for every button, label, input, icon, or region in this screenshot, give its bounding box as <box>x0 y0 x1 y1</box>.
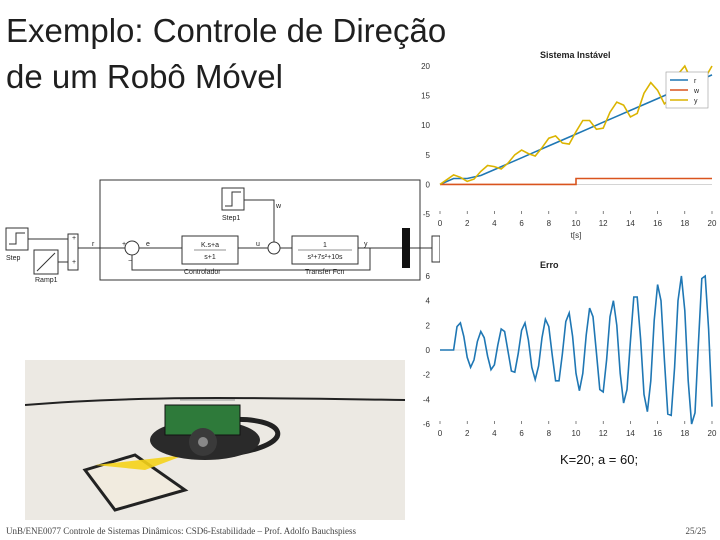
x-tick-label: 0 <box>437 219 443 228</box>
disturbance-sum-junction <box>268 242 280 254</box>
legend-label: y <box>694 98 698 105</box>
error-sum-plus: + <box>122 241 127 248</box>
x-tick-label: 8 <box>546 429 552 438</box>
charts-area <box>410 44 720 454</box>
x-tick-label: 20 <box>707 219 717 228</box>
x-tick-label: 4 <box>492 219 497 228</box>
legend-label: r <box>694 78 697 85</box>
step-label: Step <box>6 255 21 262</box>
x-axis-label: t[s] <box>570 231 582 240</box>
plant-numerator: 1 <box>323 242 327 249</box>
y-tick-label: -4 <box>422 395 430 405</box>
controller-numerator: K.s+a <box>200 242 220 249</box>
x-tick-label: 18 <box>680 429 690 438</box>
x-tick-label: 14 <box>625 429 635 438</box>
controller-denominator: s+1 <box>204 254 216 261</box>
x-tick-label: 18 <box>680 219 690 228</box>
x-tick-label: 8 <box>546 219 552 228</box>
x-tick-label: 2 <box>464 219 470 228</box>
simulink-block-diagram <box>0 170 440 290</box>
robot-photo <box>25 360 405 520</box>
x-tick-label: 20 <box>707 429 717 438</box>
signal-u-label: u <box>256 241 260 248</box>
y-tick-label: 10 <box>421 121 430 131</box>
y-tick-label: 20 <box>421 62 430 71</box>
footer-page-number: 25/25 <box>685 526 706 536</box>
y-tick-label: 5 <box>425 150 430 160</box>
x-tick-label: 12 <box>598 429 608 438</box>
controller-label: Controlador <box>184 269 221 276</box>
y-tick-label: 6 <box>425 272 430 281</box>
x-tick-label: 2 <box>464 429 470 438</box>
input-sum-plus-2: + <box>72 259 77 266</box>
plant-denominator: s³+7s²+10s <box>307 254 343 261</box>
error-sum-minus: − <box>128 258 133 265</box>
diagram-frame <box>100 180 420 280</box>
signal-e-label: e <box>146 241 150 248</box>
legend-label: w <box>694 88 700 95</box>
x-tick-label: 16 <box>653 429 663 438</box>
mux-block <box>402 228 410 268</box>
chart-sistema-instavel <box>421 50 717 240</box>
x-tick-label: 0 <box>437 429 443 438</box>
chart-erro <box>423 260 717 438</box>
footer-course: UnB/ENE0077 Controle de Sistemas Dinâmicos: CSD6-Estabilidade – Prof. Adolfo Bauchspiess <box>6 526 356 536</box>
step1-label: Step1 <box>222 215 241 222</box>
y-tick-label: -2 <box>422 370 430 380</box>
chart-title: Erro <box>540 260 559 270</box>
x-tick-label: 6 <box>519 429 524 438</box>
y-tick-label: 0 <box>425 346 430 355</box>
x-tick-label: 4 <box>492 429 497 438</box>
parameters-caption: K=20; a = 60; <box>560 452 639 467</box>
step-block <box>6 228 28 250</box>
ramp-label: Ramp1 <box>35 277 58 284</box>
title-line-1: Exemplo: Controle de Direção <box>6 12 447 49</box>
x-tick-label: 14 <box>625 219 635 228</box>
chart-title: Sistema Instável <box>540 50 611 60</box>
y-tick-label: 15 <box>421 91 430 101</box>
input-sum-plus-1: + <box>72 235 77 242</box>
y-tick-label: 0 <box>425 180 430 190</box>
x-tick-label: 12 <box>598 219 608 228</box>
x-tick-label: 6 <box>519 219 524 228</box>
x-tick-label: 16 <box>653 219 663 228</box>
signal-y-label: y <box>364 241 368 248</box>
error-sum-junction <box>125 241 139 255</box>
x-tick-label: 10 <box>571 219 581 228</box>
y-tick-label: 4 <box>425 296 430 306</box>
step1-block <box>222 188 244 210</box>
y-tick-label: -6 <box>422 420 430 429</box>
y-tick-label: -5 <box>422 210 430 219</box>
signal-r-label: r <box>92 241 95 248</box>
title-line-2: de um Robô Móvel <box>6 58 283 95</box>
y-tick-label: 2 <box>425 321 430 331</box>
x-tick-label: 10 <box>571 429 581 438</box>
signal-w-label: w <box>276 203 282 210</box>
plant-label: Transfer Fcn <box>305 269 345 276</box>
